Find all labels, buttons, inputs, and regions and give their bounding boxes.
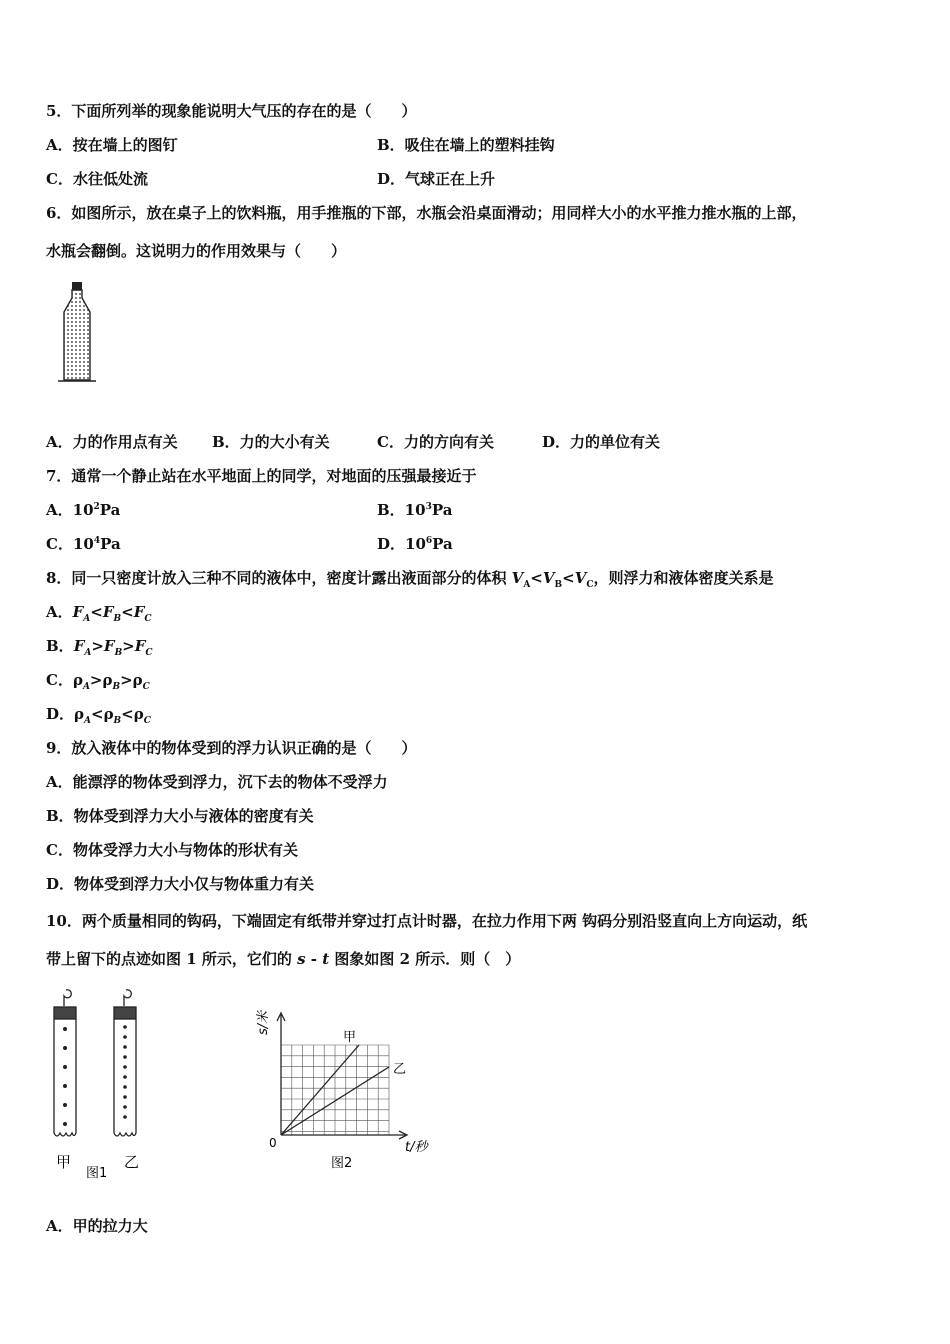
fig2-ylabel: s/米 bbox=[256, 1010, 271, 1035]
q8-option-d: D．$\rho_A<\rho_B<\rho_C$ bbox=[46, 705, 151, 726]
tape-yi bbox=[114, 990, 136, 1136]
q6-option-c: C．力的方向有关 bbox=[377, 433, 494, 451]
bottle-figure bbox=[54, 280, 100, 390]
q9-option-a: A．能漂浮的物体受到浮力，沉下去的物体不受浮力 bbox=[46, 773, 388, 791]
q6-option-d: D．力的单位有关 bbox=[542, 433, 661, 451]
q7-option-a: A．$10^2Pa$ bbox=[46, 501, 121, 519]
q7-option-c: C．$10^4Pa$ bbox=[46, 535, 121, 553]
figure-1-tapes bbox=[40, 985, 170, 1185]
fig2-caption: 图2 bbox=[331, 1156, 353, 1171]
q10-option-a: A．甲的拉力大 bbox=[46, 1217, 148, 1235]
q6-option-a: A．力的作用点有关 bbox=[46, 433, 178, 451]
q9-option-c: C．物体受浮力大小与物体的形状有关 bbox=[46, 841, 298, 859]
tape-yi-dots bbox=[123, 1025, 127, 1119]
q10-stem-line1: 10．两个质量相同的钩码，下端固定有纸带并穿过打点计时器，在拉力作用下两 钩码分别沿竖直向上方向运动，纸 bbox=[46, 912, 808, 930]
q8-option-a: A．$F_A<F_B<F_C$ bbox=[46, 603, 152, 624]
q10-stem-line2: 带上留下的点迹如图 1 所示，它们的 s - t 图象如图 2 所示．则（ ） bbox=[46, 950, 521, 968]
q9-option-b: B．物体受到浮力大小与液体的密度有关 bbox=[46, 807, 314, 825]
q7-option-b: B．$10^3Pa$ bbox=[377, 501, 453, 519]
q5-option-a: A．按在墙上的图钉 bbox=[46, 136, 178, 154]
q5-stem: 5．下面所列举的现象能说明大气压的存在的是（ ） bbox=[46, 102, 417, 120]
tape-jia-dots bbox=[63, 1027, 67, 1126]
fig2-label-jia: 甲 bbox=[343, 1030, 357, 1045]
fig1-label-jia: 甲 bbox=[56, 1153, 72, 1171]
fig2-origin: 0 bbox=[269, 1136, 277, 1150]
q9-option-d: D．物体受到浮力大小仅与物体重力有关 bbox=[46, 875, 315, 893]
q8-option-b: B．$F_A>F_B>F_C$ bbox=[46, 637, 153, 658]
q8-option-c: C．$\rho_A>\rho_B>\rho_C$ bbox=[46, 671, 150, 692]
q6-stem-line1: 6．如图所示，放在桌子上的饮料瓶，用手推瓶的下部，水瓶会沿桌面滑动；用同样大小的水平推力推水瓶的上部， bbox=[46, 204, 807, 222]
fig1-caption: 图1 bbox=[86, 1166, 108, 1181]
q6-option-b: B．力的大小有关 bbox=[212, 433, 330, 451]
fig2-label-yi: 乙 bbox=[393, 1062, 407, 1077]
line-jia bbox=[281, 1045, 359, 1135]
fig2-xlabel: t/秒 bbox=[405, 1140, 428, 1155]
q6-stem-line2: 水瓶会翻倒。这说明力的作用效果与（ ） bbox=[46, 242, 347, 260]
fig1-label-yi: 乙 bbox=[124, 1153, 140, 1171]
q7-option-d: D．$10^6Pa$ bbox=[377, 535, 453, 553]
figure-2-st-graph bbox=[255, 1005, 445, 1175]
tape-jia bbox=[54, 990, 76, 1136]
q7-stem: 7．通常一个静止站在水平地面上的同学，对地面的压强最接近于 bbox=[46, 467, 477, 485]
q5-option-c: C．水往低处流 bbox=[46, 170, 148, 188]
q5-option-d: D．气球正在上升 bbox=[377, 170, 496, 188]
q9-stem: 9．放入液体中的物体受到的浮力认识正确的是（ ） bbox=[46, 739, 417, 757]
q8-stem: 8．同一只密度计放入三种不同的液体中，密度计露出液面部分的体积 $V_A<V_B<V_C$，则浮力和液体密度关系是 bbox=[46, 569, 774, 590]
q5-option-b: B．吸住在墙上的塑料挂钩 bbox=[377, 136, 555, 154]
